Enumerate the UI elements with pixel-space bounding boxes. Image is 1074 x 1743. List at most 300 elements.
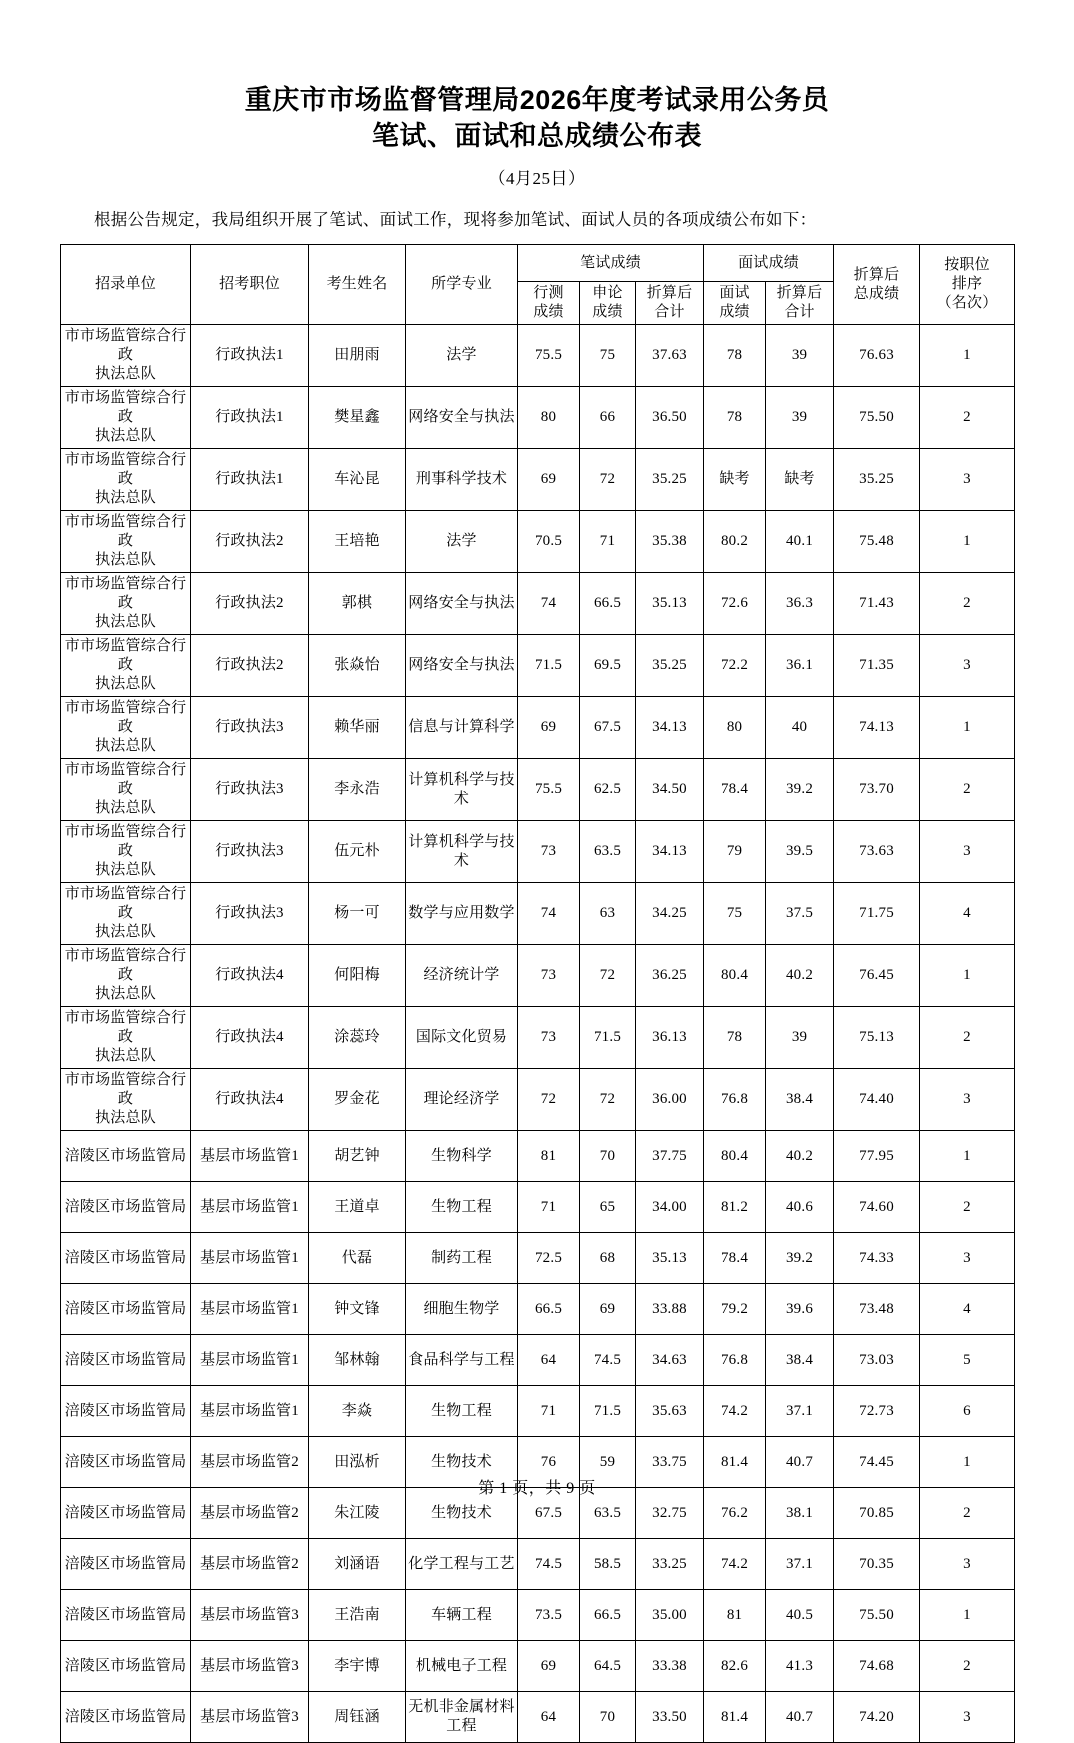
table-row (61, 1182, 1015, 1233)
table-row (61, 883, 1015, 945)
cell-shenlun: 72 (580, 449, 636, 511)
cell-name: 周钰涵 (309, 1692, 406, 1743)
cell-position: 行政执法3 (191, 821, 309, 883)
cell-xingce: 64 (518, 1335, 580, 1386)
cell-xingce: 81 (518, 1131, 580, 1182)
cell-name: 樊星鑫 (309, 387, 406, 449)
cell-rank: 2 (920, 387, 1015, 449)
cell-unit (61, 387, 191, 449)
cell-interview-converted: 38.4 (766, 1069, 834, 1131)
cell-interview-converted: 39 (766, 325, 834, 387)
cell-name: 何阳梅 (309, 945, 406, 1007)
cell-written-converted: 34.63 (636, 1335, 704, 1386)
table-row (61, 697, 1015, 759)
cell-position: 基层市场监管3 (191, 1692, 309, 1743)
cell-xingce: 75.5 (518, 325, 580, 387)
cell-position: 行政执法1 (191, 449, 309, 511)
cell-unit-line2: 执法总队 (95, 1110, 156, 1126)
cell-name: 李宇博 (309, 1641, 406, 1692)
cell-unit: 涪陵区市场监管局 (61, 1590, 191, 1641)
table-row (61, 1590, 1015, 1641)
cell-rank: 1 (920, 511, 1015, 573)
cell-rank: 5 (920, 1335, 1015, 1386)
cell-shenlun: 71.5 (580, 1386, 636, 1437)
cell-rank: 1 (920, 1437, 1015, 1488)
cell-xingce: 70.5 (518, 511, 580, 573)
header-rank (920, 245, 1015, 325)
cell-total: 73.03 (834, 1335, 920, 1386)
cell-shenlun: 71.5 (580, 1007, 636, 1069)
cell-shenlun: 75 (580, 325, 636, 387)
cell-interview-score: 80.4 (704, 1131, 766, 1182)
cell-position: 行政执法2 (191, 635, 309, 697)
cell-total: 70.85 (834, 1488, 920, 1539)
cell-unit (61, 697, 191, 759)
cell-position: 行政执法2 (191, 511, 309, 573)
cell-rank: 2 (920, 1182, 1015, 1233)
cell-shenlun: 63.5 (580, 1488, 636, 1539)
cell-interview-converted: 40 (766, 697, 834, 759)
cell-major: 刑事科学技术 (406, 449, 518, 511)
cell-interview-converted: 37.5 (766, 883, 834, 945)
header-position: 招考职位 (191, 245, 309, 325)
cell-written-converted: 32.75 (636, 1488, 704, 1539)
cell-total: 75.50 (834, 1590, 920, 1641)
cell-total: 76.63 (834, 325, 920, 387)
cell-position: 基层市场监管1 (191, 1335, 309, 1386)
cell-unit-line1: 市市场监管综合行政 (64, 638, 187, 673)
cell-written-converted: 37.63 (636, 325, 704, 387)
header-written-converted (636, 282, 704, 325)
cell-interview-score: 76.2 (704, 1488, 766, 1539)
cell-unit (61, 449, 191, 511)
cell-written-converted: 35.25 (636, 635, 704, 697)
table-row (61, 511, 1015, 573)
header-rank-line3: （名次） (936, 295, 998, 311)
cell-interview-converted: 38.4 (766, 1335, 834, 1386)
cell-written-converted: 34.00 (636, 1182, 704, 1233)
cell-major: 数学与应用数学 (406, 883, 518, 945)
cell-total: 74.33 (834, 1233, 920, 1284)
table-row (61, 1539, 1015, 1590)
cell-interview-converted: 39.5 (766, 821, 834, 883)
cell-unit (61, 511, 191, 573)
cell-position: 行政执法4 (191, 945, 309, 1007)
cell-shenlun: 66 (580, 387, 636, 449)
cell-written-converted: 35.00 (636, 1590, 704, 1641)
header-interview-score-line2: 成绩 (719, 304, 750, 320)
cell-unit: 涪陵区市场监管局 (61, 1539, 191, 1590)
cell-xingce: 64 (518, 1692, 580, 1743)
table-row (61, 821, 1015, 883)
cell-unit-line1: 市市场监管综合行政 (64, 886, 187, 921)
cell-name: 李永浩 (309, 759, 406, 821)
cell-written-converted: 33.25 (636, 1539, 704, 1590)
cell-shenlun: 69 (580, 1284, 636, 1335)
cell-xingce: 80 (518, 387, 580, 449)
cell-interview-score: 缺考 (704, 449, 766, 511)
cell-unit (61, 759, 191, 821)
cell-major-line1: 计算机科学与技 (408, 833, 515, 850)
header-shenlun-line1: 申论 (592, 285, 623, 301)
cell-unit-line1: 市市场监管综合行政 (64, 1072, 187, 1107)
cell-xingce: 73 (518, 945, 580, 1007)
cell-unit-line2: 执法总队 (95, 676, 156, 692)
grades-table (60, 244, 1015, 1743)
table-row (61, 573, 1015, 635)
cell-position: 基层市场监管1 (191, 1131, 309, 1182)
cell-rank: 3 (920, 1069, 1015, 1131)
cell-unit: 涪陵区市场监管局 (61, 1386, 191, 1437)
cell-unit-line2: 执法总队 (95, 862, 156, 878)
cell-xingce: 71.5 (518, 635, 580, 697)
cell-position: 基层市场监管1 (191, 1233, 309, 1284)
cell-xingce: 72.5 (518, 1233, 580, 1284)
cell-unit-line2: 执法总队 (95, 800, 156, 816)
cell-interview-score: 74.2 (704, 1539, 766, 1590)
cell-rank: 3 (920, 1539, 1015, 1590)
cell-rank: 3 (920, 821, 1015, 883)
cell-written-converted: 36.25 (636, 945, 704, 1007)
cell-interview-score: 78 (704, 387, 766, 449)
cell-unit-line2: 执法总队 (95, 490, 156, 506)
cell-shenlun: 67.5 (580, 697, 636, 759)
cell-name: 田朋雨 (309, 325, 406, 387)
header-total-line1: 折算后 (853, 266, 900, 283)
cell-name: 赖华丽 (309, 697, 406, 759)
cell-name: 涂蕊玲 (309, 1007, 406, 1069)
cell-major: 生物技术 (406, 1488, 518, 1539)
cell-interview-score: 81.4 (704, 1692, 766, 1743)
cell-written-converted: 34.13 (636, 821, 704, 883)
cell-unit (61, 325, 191, 387)
cell-interview-score: 78 (704, 1007, 766, 1069)
header-interview-group: 面试成绩 (704, 245, 834, 282)
cell-xingce: 71 (518, 1386, 580, 1437)
cell-position: 基层市场监管3 (191, 1590, 309, 1641)
cell-name: 张焱怡 (309, 635, 406, 697)
cell-position: 基层市场监管2 (191, 1488, 309, 1539)
table-row (61, 325, 1015, 387)
cell-interview-converted: 39 (766, 387, 834, 449)
cell-interview-score: 81 (704, 1590, 766, 1641)
header-unit: 招录单位 (61, 245, 191, 325)
cell-rank: 2 (920, 573, 1015, 635)
cell-xingce: 76 (518, 1437, 580, 1488)
cell-shenlun: 68 (580, 1233, 636, 1284)
cell-name: 刘涵语 (309, 1539, 406, 1590)
cell-rank: 2 (920, 1488, 1015, 1539)
table-row (61, 1131, 1015, 1182)
cell-written-converted: 35.13 (636, 573, 704, 635)
cell-name: 朱江陵 (309, 1488, 406, 1539)
cell-written-converted: 34.50 (636, 759, 704, 821)
cell-written-converted: 36.13 (636, 1007, 704, 1069)
cell-position: 行政执法1 (191, 387, 309, 449)
cell-major: 国际文化贸易 (406, 1007, 518, 1069)
cell-shenlun: 72 (580, 945, 636, 1007)
header-interview-converted-line1: 折算后 (776, 285, 823, 301)
table-row (61, 1386, 1015, 1437)
table-header-row-1 (61, 245, 1015, 282)
cell-major: 经济统计学 (406, 945, 518, 1007)
cell-interview-converted: 36.1 (766, 635, 834, 697)
cell-xingce: 74 (518, 883, 580, 945)
cell-unit: 涪陵区市场监管局 (61, 1284, 191, 1335)
cell-interview-converted: 40.6 (766, 1182, 834, 1233)
cell-rank: 2 (920, 1007, 1015, 1069)
cell-xingce: 69 (518, 1641, 580, 1692)
header-xingce-line1: 行测 (533, 285, 564, 301)
cell-shenlun: 64.5 (580, 1641, 636, 1692)
cell-total: 77.95 (834, 1131, 920, 1182)
cell-shenlun: 66.5 (580, 573, 636, 635)
header-major: 所学专业 (406, 245, 518, 325)
cell-unit-line1: 市市场监管综合行政 (64, 700, 187, 735)
cell-position: 基层市场监管2 (191, 1437, 309, 1488)
cell-unit-line2: 执法总队 (95, 614, 156, 630)
cell-xingce: 71 (518, 1182, 580, 1233)
cell-major: 网络安全与执法 (406, 387, 518, 449)
cell-total: 76.45 (834, 945, 920, 1007)
cell-shenlun: 62.5 (580, 759, 636, 821)
cell-shenlun: 69.5 (580, 635, 636, 697)
header-written-converted-line1: 折算后 (646, 285, 693, 301)
header-shenlun (580, 282, 636, 325)
cell-interview-converted: 缺考 (766, 449, 834, 511)
header-rank-line2: 排序 (951, 276, 983, 292)
cell-xingce: 69 (518, 697, 580, 759)
cell-position: 行政执法4 (191, 1007, 309, 1069)
cell-major-line2: 术 (453, 852, 470, 869)
cell-interview-score: 79.2 (704, 1284, 766, 1335)
cell-unit (61, 945, 191, 1007)
table-row (61, 1069, 1015, 1131)
cell-total: 74.20 (834, 1692, 920, 1743)
cell-unit-line1: 市市场监管综合行政 (64, 576, 187, 611)
cell-unit-line1: 市市场监管综合行政 (64, 328, 187, 363)
header-total-line2: 总成绩 (853, 285, 900, 302)
cell-xingce: 73.5 (518, 1590, 580, 1641)
cell-total: 71.35 (834, 635, 920, 697)
cell-interview-converted: 39.2 (766, 1233, 834, 1284)
cell-interview-converted: 40.2 (766, 945, 834, 1007)
cell-position: 基层市场监管2 (191, 1539, 309, 1590)
page-title-line2: 笔试、面试和总成绩公布表 (372, 121, 702, 151)
cell-unit-line2: 执法总队 (95, 366, 156, 382)
cell-total: 73.48 (834, 1284, 920, 1335)
cell-interview-converted: 41.3 (766, 1641, 834, 1692)
cell-rank: 4 (920, 1284, 1015, 1335)
cell-major-line1: 计算机科学与技 (408, 771, 515, 788)
cell-written-converted: 35.38 (636, 511, 704, 573)
table-row (61, 1007, 1015, 1069)
cell-unit: 涪陵区市场监管局 (61, 1641, 191, 1692)
cell-total: 74.40 (834, 1069, 920, 1131)
cell-rank: 3 (920, 1233, 1015, 1284)
header-rank-line1: 按职位 (944, 257, 990, 273)
cell-interview-converted: 40.1 (766, 511, 834, 573)
cell-unit-line1: 市市场监管综合行政 (64, 1010, 187, 1045)
header-xingce-line2: 成绩 (533, 304, 564, 320)
cell-unit-line1: 市市场监管综合行政 (64, 948, 187, 983)
cell-position: 行政执法3 (191, 697, 309, 759)
cell-interview-score: 81.4 (704, 1437, 766, 1488)
cell-unit-line1: 市市场监管综合行政 (64, 762, 187, 797)
cell-name: 李焱 (309, 1386, 406, 1437)
cell-unit: 涪陵区市场监管局 (61, 1182, 191, 1233)
page-subtitle: （4月25日） (488, 169, 586, 188)
cell-name: 王培艳 (309, 511, 406, 573)
cell-position: 行政执法1 (191, 325, 309, 387)
cell-rank: 3 (920, 1692, 1015, 1743)
cell-total: 70.35 (834, 1539, 920, 1590)
cell-total: 75.50 (834, 387, 920, 449)
cell-unit: 涪陵区市场监管局 (61, 1692, 191, 1743)
cell-major: 理论经济学 (406, 1069, 518, 1131)
cell-interview-score: 80 (704, 697, 766, 759)
cell-name: 伍元朴 (309, 821, 406, 883)
cell-unit: 涪陵区市场监管局 (61, 1335, 191, 1386)
cell-rank: 3 (920, 635, 1015, 697)
cell-total: 72.73 (834, 1386, 920, 1437)
table-row (61, 1692, 1015, 1743)
cell-interview-score: 74.2 (704, 1386, 766, 1437)
cell-unit (61, 821, 191, 883)
cell-interview-score: 78.4 (704, 1233, 766, 1284)
cell-total: 74.13 (834, 697, 920, 759)
cell-major: 食品科学与工程 (406, 1335, 518, 1386)
cell-name: 车沁昆 (309, 449, 406, 511)
cell-shenlun: 70 (580, 1131, 636, 1182)
cell-interview-converted: 38.1 (766, 1488, 834, 1539)
cell-unit-line2: 执法总队 (95, 552, 156, 568)
table-row (61, 387, 1015, 449)
cell-total: 71.75 (834, 883, 920, 945)
cell-shenlun: 72 (580, 1069, 636, 1131)
cell-major: 细胞生物学 (406, 1284, 518, 1335)
table-row (61, 1233, 1015, 1284)
cell-shenlun: 63 (580, 883, 636, 945)
cell-major: 法学 (406, 325, 518, 387)
cell-major: 生物科学 (406, 1131, 518, 1182)
cell-unit: 涪陵区市场监管局 (61, 1233, 191, 1284)
cell-major: 车辆工程 (406, 1590, 518, 1641)
cell-position: 行政执法3 (191, 759, 309, 821)
cell-major: 化学工程与工艺 (406, 1539, 518, 1590)
cell-interview-score: 76.8 (704, 1069, 766, 1131)
cell-unit: 涪陵区市场监管局 (61, 1488, 191, 1539)
cell-interview-score: 76.8 (704, 1335, 766, 1386)
cell-position: 行政执法4 (191, 1069, 309, 1131)
cell-interview-score: 79 (704, 821, 766, 883)
cell-major: 网络安全与执法 (406, 573, 518, 635)
cell-unit-line2: 执法总队 (95, 924, 156, 940)
cell-unit-line2: 执法总队 (95, 738, 156, 754)
cell-major (406, 821, 518, 883)
cell-unit-line1: 市市场监管综合行政 (64, 514, 187, 549)
cell-name: 钟文锋 (309, 1284, 406, 1335)
cell-unit (61, 573, 191, 635)
cell-rank: 1 (920, 697, 1015, 759)
page-title-line1: 重庆市市场监督管理局2026年度考试录用公务员 (244, 85, 830, 115)
cell-shenlun: 71 (580, 511, 636, 573)
cell-unit (61, 883, 191, 945)
page-footer: 第 1 页，共 9 页 (478, 1480, 596, 1497)
cell-name: 邹林翰 (309, 1335, 406, 1386)
header-interview-converted-line2: 合计 (784, 304, 815, 320)
cell-interview-converted: 40.2 (766, 1131, 834, 1182)
header-shenlun-line2: 成绩 (592, 304, 623, 320)
cell-xingce: 67.5 (518, 1488, 580, 1539)
cell-major: 机械电子工程 (406, 1641, 518, 1692)
cell-rank: 1 (920, 1131, 1015, 1182)
cell-position: 行政执法3 (191, 883, 309, 945)
cell-unit-line2: 执法总队 (95, 986, 156, 1002)
table-row (61, 449, 1015, 511)
cell-interview-score: 72.2 (704, 635, 766, 697)
cell-major-line2: 术 (453, 790, 470, 807)
cell-shenlun: 59 (580, 1437, 636, 1488)
cell-position: 基层市场监管3 (191, 1641, 309, 1692)
cell-unit (61, 635, 191, 697)
cell-interview-score: 82.6 (704, 1641, 766, 1692)
table-row (61, 1335, 1015, 1386)
cell-xingce: 72 (518, 1069, 580, 1131)
cell-major: 生物技术 (406, 1437, 518, 1488)
cell-major (406, 1692, 518, 1743)
cell-xingce: 69 (518, 449, 580, 511)
cell-position: 基层市场监管1 (191, 1386, 309, 1437)
cell-written-converted: 33.38 (636, 1641, 704, 1692)
cell-major-line2: 工程 (446, 1718, 477, 1734)
cell-xingce: 75.5 (518, 759, 580, 821)
cell-total: 73.70 (834, 759, 920, 821)
cell-xingce: 73 (518, 1007, 580, 1069)
cell-shenlun: 74.5 (580, 1335, 636, 1386)
cell-position: 行政执法2 (191, 573, 309, 635)
cell-total: 74.45 (834, 1437, 920, 1488)
cell-unit (61, 1007, 191, 1069)
cell-name: 胡艺钟 (309, 1131, 406, 1182)
header-written-group: 笔试成绩 (518, 245, 704, 282)
cell-interview-score: 80.2 (704, 511, 766, 573)
header-interview-score (704, 282, 766, 325)
cell-major: 生物工程 (406, 1386, 518, 1437)
cell-shenlun: 63.5 (580, 821, 636, 883)
cell-name: 罗金花 (309, 1069, 406, 1131)
cell-written-converted: 35.13 (636, 1233, 704, 1284)
cell-major: 网络安全与执法 (406, 635, 518, 697)
cell-total: 74.60 (834, 1182, 920, 1233)
header-interview-converted (766, 282, 834, 325)
header-name: 考生姓名 (309, 245, 406, 325)
cell-xingce: 66.5 (518, 1284, 580, 1335)
cell-unit (61, 1069, 191, 1131)
cell-total: 71.43 (834, 573, 920, 635)
cell-name: 郭棋 (309, 573, 406, 635)
table-header (61, 245, 1015, 325)
cell-rank: 2 (920, 759, 1015, 821)
cell-unit-line2: 执法总队 (95, 428, 156, 444)
cell-xingce: 74.5 (518, 1539, 580, 1590)
cell-major: 法学 (406, 511, 518, 573)
cell-interview-score: 81.2 (704, 1182, 766, 1233)
cell-rank: 4 (920, 883, 1015, 945)
cell-written-converted: 33.50 (636, 1692, 704, 1743)
cell-written-converted: 35.63 (636, 1386, 704, 1437)
cell-shenlun: 70 (580, 1692, 636, 1743)
